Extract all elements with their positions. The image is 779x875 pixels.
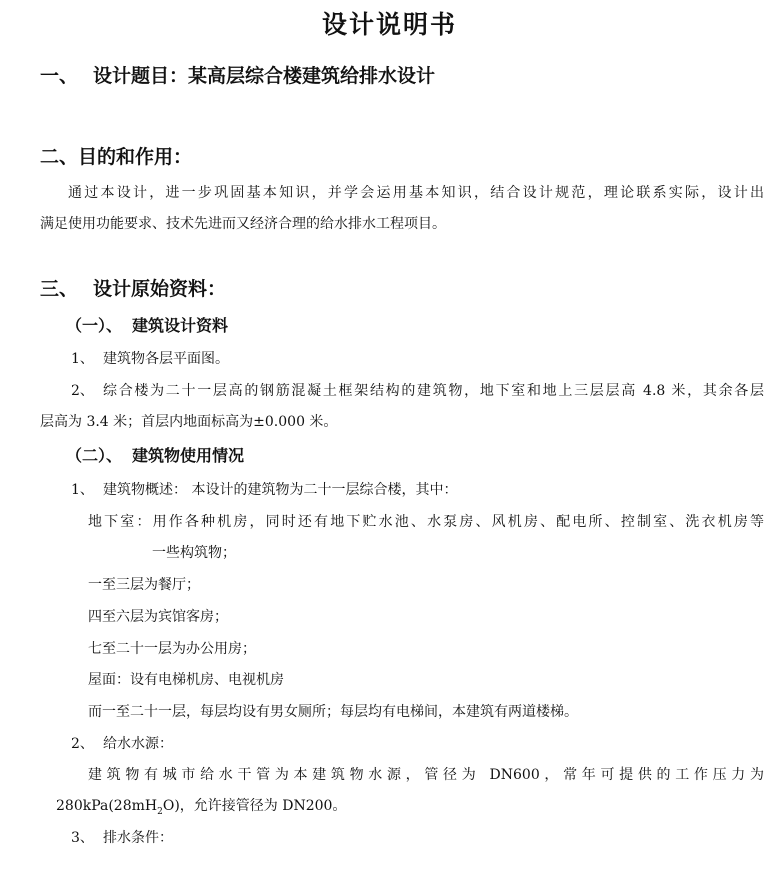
water-source-line-2-b: O)，允许接管径为 DN200。 bbox=[162, 798, 347, 814]
water-source-line-2-a: 280kPa(28mH bbox=[56, 798, 158, 814]
sub2-item-1-text: 建筑物概述： 本设计的建筑物为二十一层综合楼，其中： bbox=[103, 482, 458, 498]
section-1-number: 一、 bbox=[40, 65, 79, 87]
sub2-item-1-number: 1、 bbox=[71, 482, 94, 498]
sub1-item-1-number: 1、 bbox=[71, 351, 94, 367]
toilets-line: 而一至二十一层，每层均设有男女厕所；每层均有电梯间，本建筑有两道楼梯。 bbox=[88, 704, 578, 720]
floors-1-3: 一至三层为餐厅； bbox=[88, 577, 200, 593]
section-2-paragraph-line-1: 通过本设计，进一步巩固基本知识，并学会运用基本知识，结合设计规范，理论联系实际，设计出 bbox=[68, 185, 764, 201]
basement-line-1: 地下室：用作各种机房，同时还有地下贮水池、水泵房、风机房、配电所、控制室、洗衣机房等 bbox=[88, 514, 764, 530]
roof-line: 屋面：设有电梯机房、电视机房 bbox=[88, 672, 284, 688]
subsection-1-number: （一）、 bbox=[66, 316, 123, 335]
sub1-item-1-text: 建筑物各层平面图。 bbox=[103, 351, 229, 367]
document-title: 设计说明书 bbox=[321, 10, 457, 39]
basement-line-2: 一些构筑物； bbox=[152, 545, 236, 561]
sub1-item-2-number: 2、 bbox=[71, 383, 94, 399]
floors-4-6: 四至六层为宾馆客房； bbox=[88, 609, 228, 625]
section-3-heading: 设计原始资料： bbox=[93, 278, 227, 300]
section-2-heading: 二、目的和作用： bbox=[40, 146, 193, 168]
section-3-number: 三、 bbox=[40, 278, 79, 300]
floors-7-21: 七至二十一层为办公用房； bbox=[88, 641, 256, 657]
water-source-line-1: 建筑物有城市给水干管为本建筑物水源，管径为 DN600，常年可提供的工作压力为 bbox=[88, 767, 764, 783]
sub2-item-2-text: 给水水源： bbox=[103, 736, 173, 752]
sub2-item-3-number: 3、 bbox=[71, 830, 94, 846]
sub2-item-3-text: 排水条件： bbox=[103, 830, 173, 846]
water-source-line-2 bbox=[56, 799, 346, 817]
water-source-line-2-subscript: 2 bbox=[157, 806, 163, 817]
sub1-item-2-line-2: 层高为 3.4 米；首层内地面标高为±0.000 米。 bbox=[40, 414, 338, 430]
section-1-heading: 设计题目：某高层综合楼建筑给排水设计 bbox=[93, 65, 436, 87]
section-2-paragraph-line-2: 满足使用功能要求、技术先进而又经济合理的给水排水工程项目。 bbox=[40, 216, 446, 232]
sub2-item-2-number: 2、 bbox=[71, 736, 94, 752]
subsection-2-heading: 建筑物使用情况 bbox=[132, 446, 245, 465]
subsection-1-heading: 建筑设计资料 bbox=[132, 316, 229, 335]
sub1-item-2-line-1: 综合楼为二十一层高的钢筋混凝土框架结构的建筑物，地下室和地上三层层高 4.8 米，其余各层 bbox=[103, 383, 764, 399]
subsection-2-number: （二）、 bbox=[66, 446, 123, 465]
